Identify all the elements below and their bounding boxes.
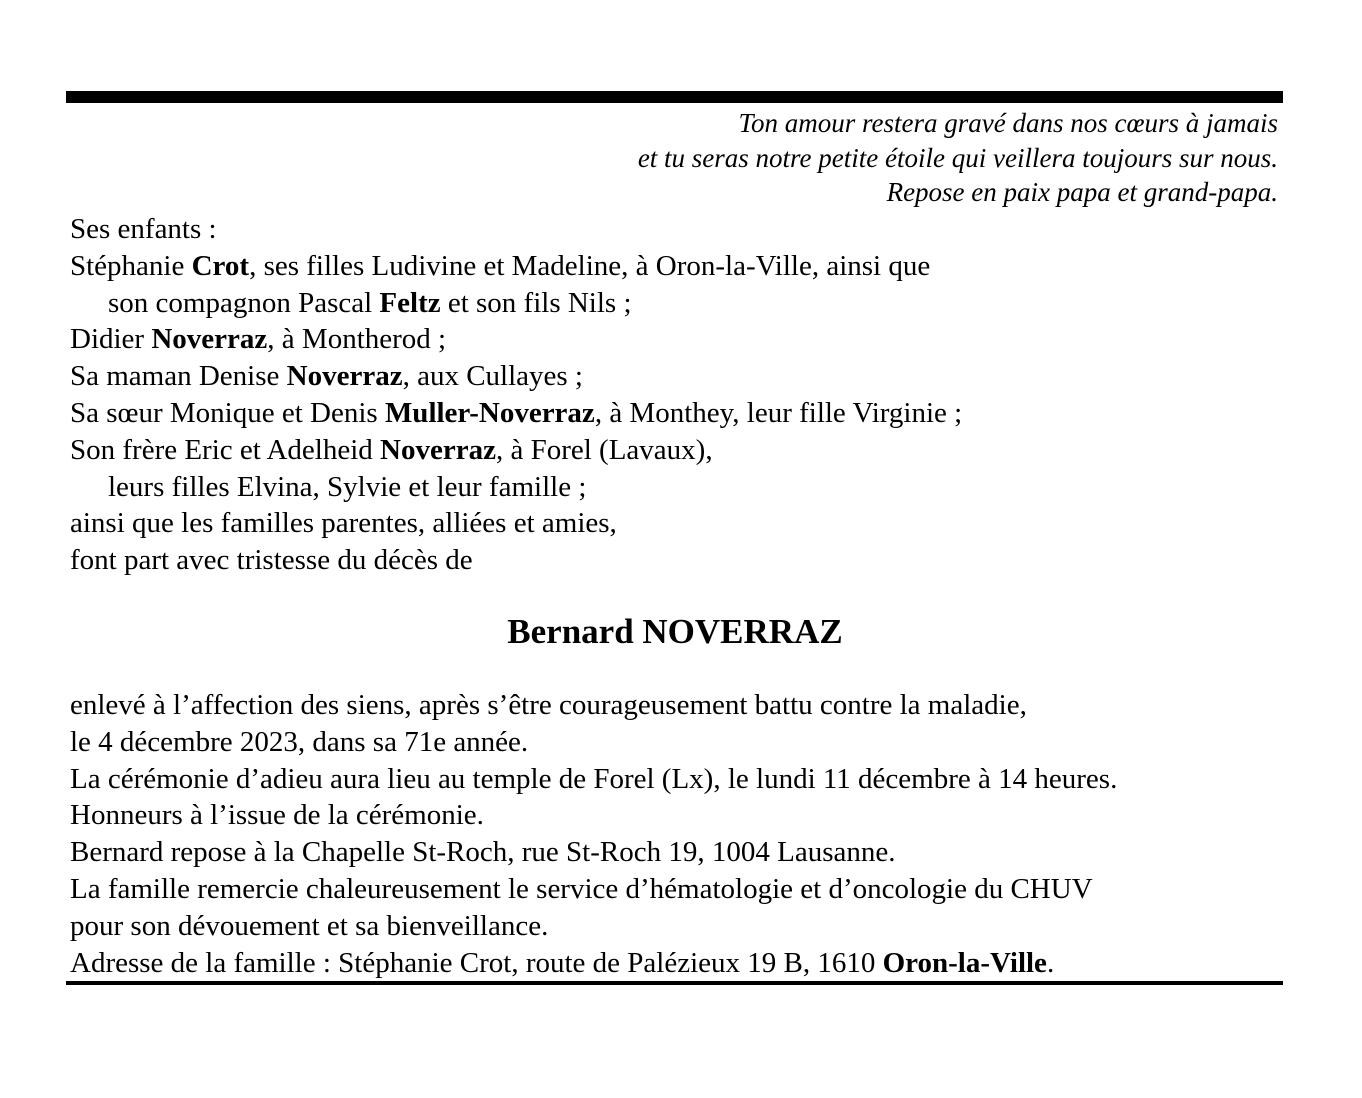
top-divider	[66, 91, 1283, 103]
bottom-divider	[66, 981, 1283, 985]
family-line	[70, 395, 1270, 432]
text: Sa maman Denise	[70, 360, 287, 393]
details-line: Honneurs à l’issue de la cérémonie.	[70, 799, 484, 832]
text: .	[1046, 946, 1055, 979]
epigraph-line: et tu seras notre petite étoile qui veillera toujours sur nous.	[637, 142, 1278, 173]
text: Son frère Eric et Adelheid	[70, 433, 381, 466]
epigraph-line: Repose en paix papa et grand-papa.	[886, 177, 1278, 207]
deceased-name: Bernard NOVERRAZ	[507, 612, 843, 651]
family-line	[70, 358, 1270, 395]
text: Stéphanie	[70, 249, 192, 282]
details-line: pour son dévouement et sa bienveillance.	[70, 909, 549, 942]
details-line: Bernard repose à la Chapelle St-Roch, rue St-Roch 19, 1004 Lausanne.	[70, 836, 896, 869]
text: , aux Cullayes ;	[402, 360, 583, 393]
ceremony-details	[70, 687, 1270, 981]
text: , à Monthey, leur fille Virginie ;	[594, 396, 963, 429]
family-heading: Ses enfants :	[70, 213, 217, 245]
epigraph-line: Ton amour restera gravé dans nos cœurs à jamais	[738, 108, 1278, 138]
family-surname: Crot	[191, 249, 250, 282]
text: , ses filles Ludivine et Madeline, à Oron-la-Ville, ainsi que	[249, 249, 931, 282]
family-line	[70, 321, 1270, 358]
epigraph	[378, 106, 1278, 210]
family-surname: Noverraz	[380, 433, 496, 466]
family-surname: Muller-Noverraz	[384, 396, 595, 429]
family-line: font part avec tristesse du décès de	[70, 544, 473, 577]
family-address	[70, 945, 1270, 982]
text: Didier	[70, 323, 152, 356]
text: , à Montherod ;	[267, 323, 447, 356]
family-surname: Feltz	[379, 286, 441, 319]
text: , à Forel (Lavaux),	[495, 433, 713, 466]
details-line: La cérémonie d’adieu aura lieu au temple de Forel (Lx), le lundi 11 décembre à 14 heures.	[70, 762, 1118, 795]
text: son compagnon Pascal	[108, 286, 380, 319]
text: Adresse de la famille : Stéphanie Crot, route de Palézieux 19 B, 1610	[70, 946, 883, 979]
details-line: enlevé à l’affection des siens, après s’être courageusement battu contre la maladie,	[70, 689, 1027, 721]
family-line: leurs filles Elvina, Sylvie et leur famille ;	[108, 470, 587, 503]
text: Sa sœur Monique et Denis	[70, 396, 385, 429]
text: et son fils Nils ;	[440, 286, 632, 319]
address-town: Oron-la-Ville	[882, 946, 1047, 979]
family-line	[70, 248, 1270, 285]
family-line	[70, 285, 1270, 322]
family-surname: Noverraz	[151, 323, 268, 356]
details-line: La famille remercie chaleureusement le service d’hématologie et d’oncologie du CHUV	[70, 872, 1093, 905]
family-surname: Noverraz	[286, 360, 403, 393]
family-line	[70, 432, 1270, 469]
family-line: ainsi que les familles parentes, alliées et amies,	[70, 507, 617, 540]
details-line: le 4 décembre 2023, dans sa 71e année.	[70, 725, 529, 758]
family-announcement	[70, 211, 1270, 579]
